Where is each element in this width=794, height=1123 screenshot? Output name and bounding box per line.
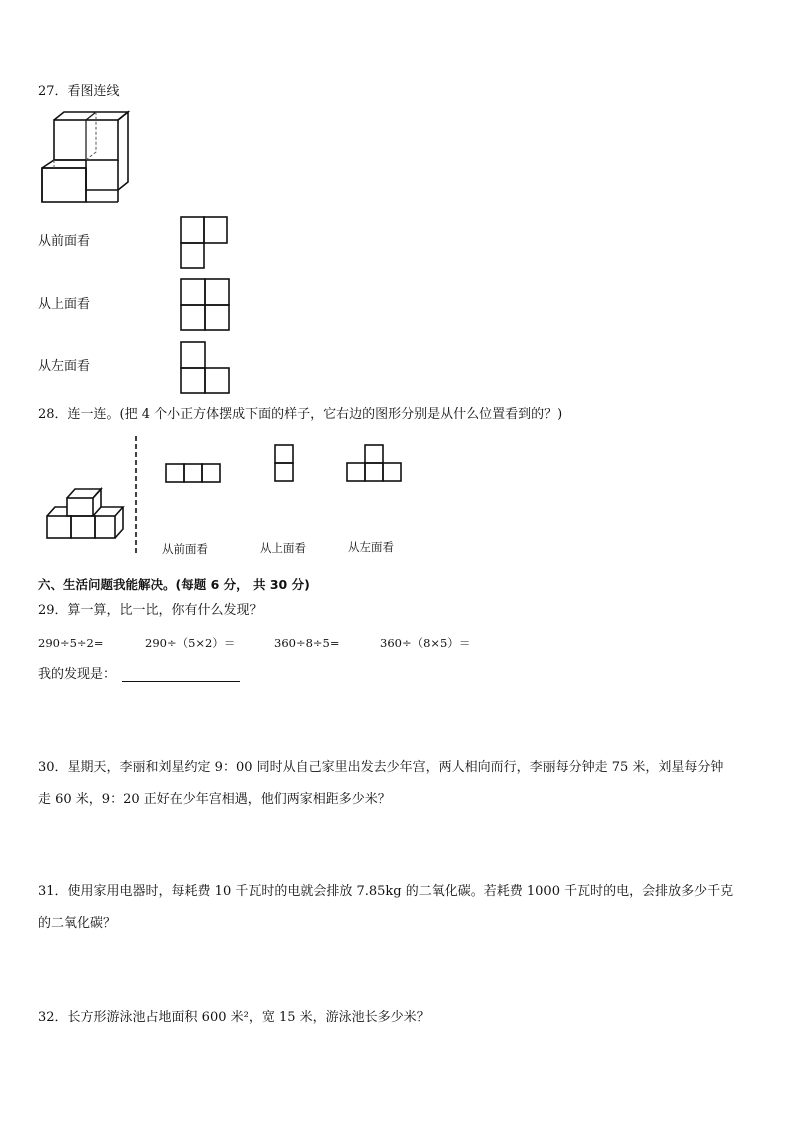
q27-label-top: 从上面看 bbox=[38, 297, 91, 312]
q29-expr-2: 290÷（5×2）＝ bbox=[145, 636, 236, 650]
q29-title: 29．算一算，比一比，你有什么发现？ bbox=[38, 603, 263, 618]
q28-label-top: 从上面看 bbox=[260, 541, 306, 555]
q30-line-1: 30．星期天，李丽和刘星约定 9：00 同时从自己家里出发去少年宫，两人相向而行，李丽每分钟走 75 米，刘星每分钟 bbox=[38, 760, 724, 775]
q29-expr-4: 360÷（8×5）＝ bbox=[380, 636, 471, 650]
q27-view-top bbox=[180, 278, 232, 332]
q29-answer-line[interactable] bbox=[122, 681, 240, 682]
section-6-heading: 六、生活问题我能解决。(每题 6 分， 共 30 分) bbox=[38, 577, 310, 592]
q27-label-front: 从前面看 bbox=[38, 234, 91, 249]
q31-line-2: 的二氧化碳？ bbox=[38, 916, 117, 931]
q28-view-c bbox=[346, 444, 406, 486]
q28-cube-figure bbox=[45, 480, 135, 540]
q30-line-2: 走 60 米，9：20 正好在少年宫相遇，他们两家相距多少米？ bbox=[38, 792, 391, 807]
q29-finding-label: 我的发现是： bbox=[38, 667, 117, 682]
q27-view-front bbox=[180, 216, 230, 270]
q32-text: 32．长方形游泳池占地面积 600 米²，宽 15 米，游泳池长多少米？ bbox=[38, 1010, 430, 1025]
q28-view-a bbox=[165, 463, 225, 485]
q31-line-1: 31．使用家用电器时，每耗费 10 千瓦时的电就会排放 7.85kg 的二氧化碳。若耗费 1000 千瓦时的电，会排放多少千克 bbox=[38, 884, 734, 899]
q28-view-b bbox=[274, 444, 298, 486]
q29-expr-3: 360÷8÷5= bbox=[274, 636, 340, 650]
q28-divider bbox=[134, 436, 138, 554]
q28-label-left: 从左面看 bbox=[348, 540, 394, 554]
q27-title: 27．看图连线 bbox=[38, 84, 120, 99]
q27-label-left: 从左面看 bbox=[38, 359, 91, 374]
q28-title: 28．连一连。(把 4 个小正方体摆成下面的样子，它右边的图形分别是从什么位置看到的？) bbox=[38, 407, 563, 422]
q28-label-front: 从前面看 bbox=[162, 542, 208, 556]
q29-expr-1: 290÷5÷2= bbox=[38, 636, 104, 650]
q27-view-left bbox=[180, 341, 232, 395]
q27-cube-figure bbox=[38, 110, 138, 210]
